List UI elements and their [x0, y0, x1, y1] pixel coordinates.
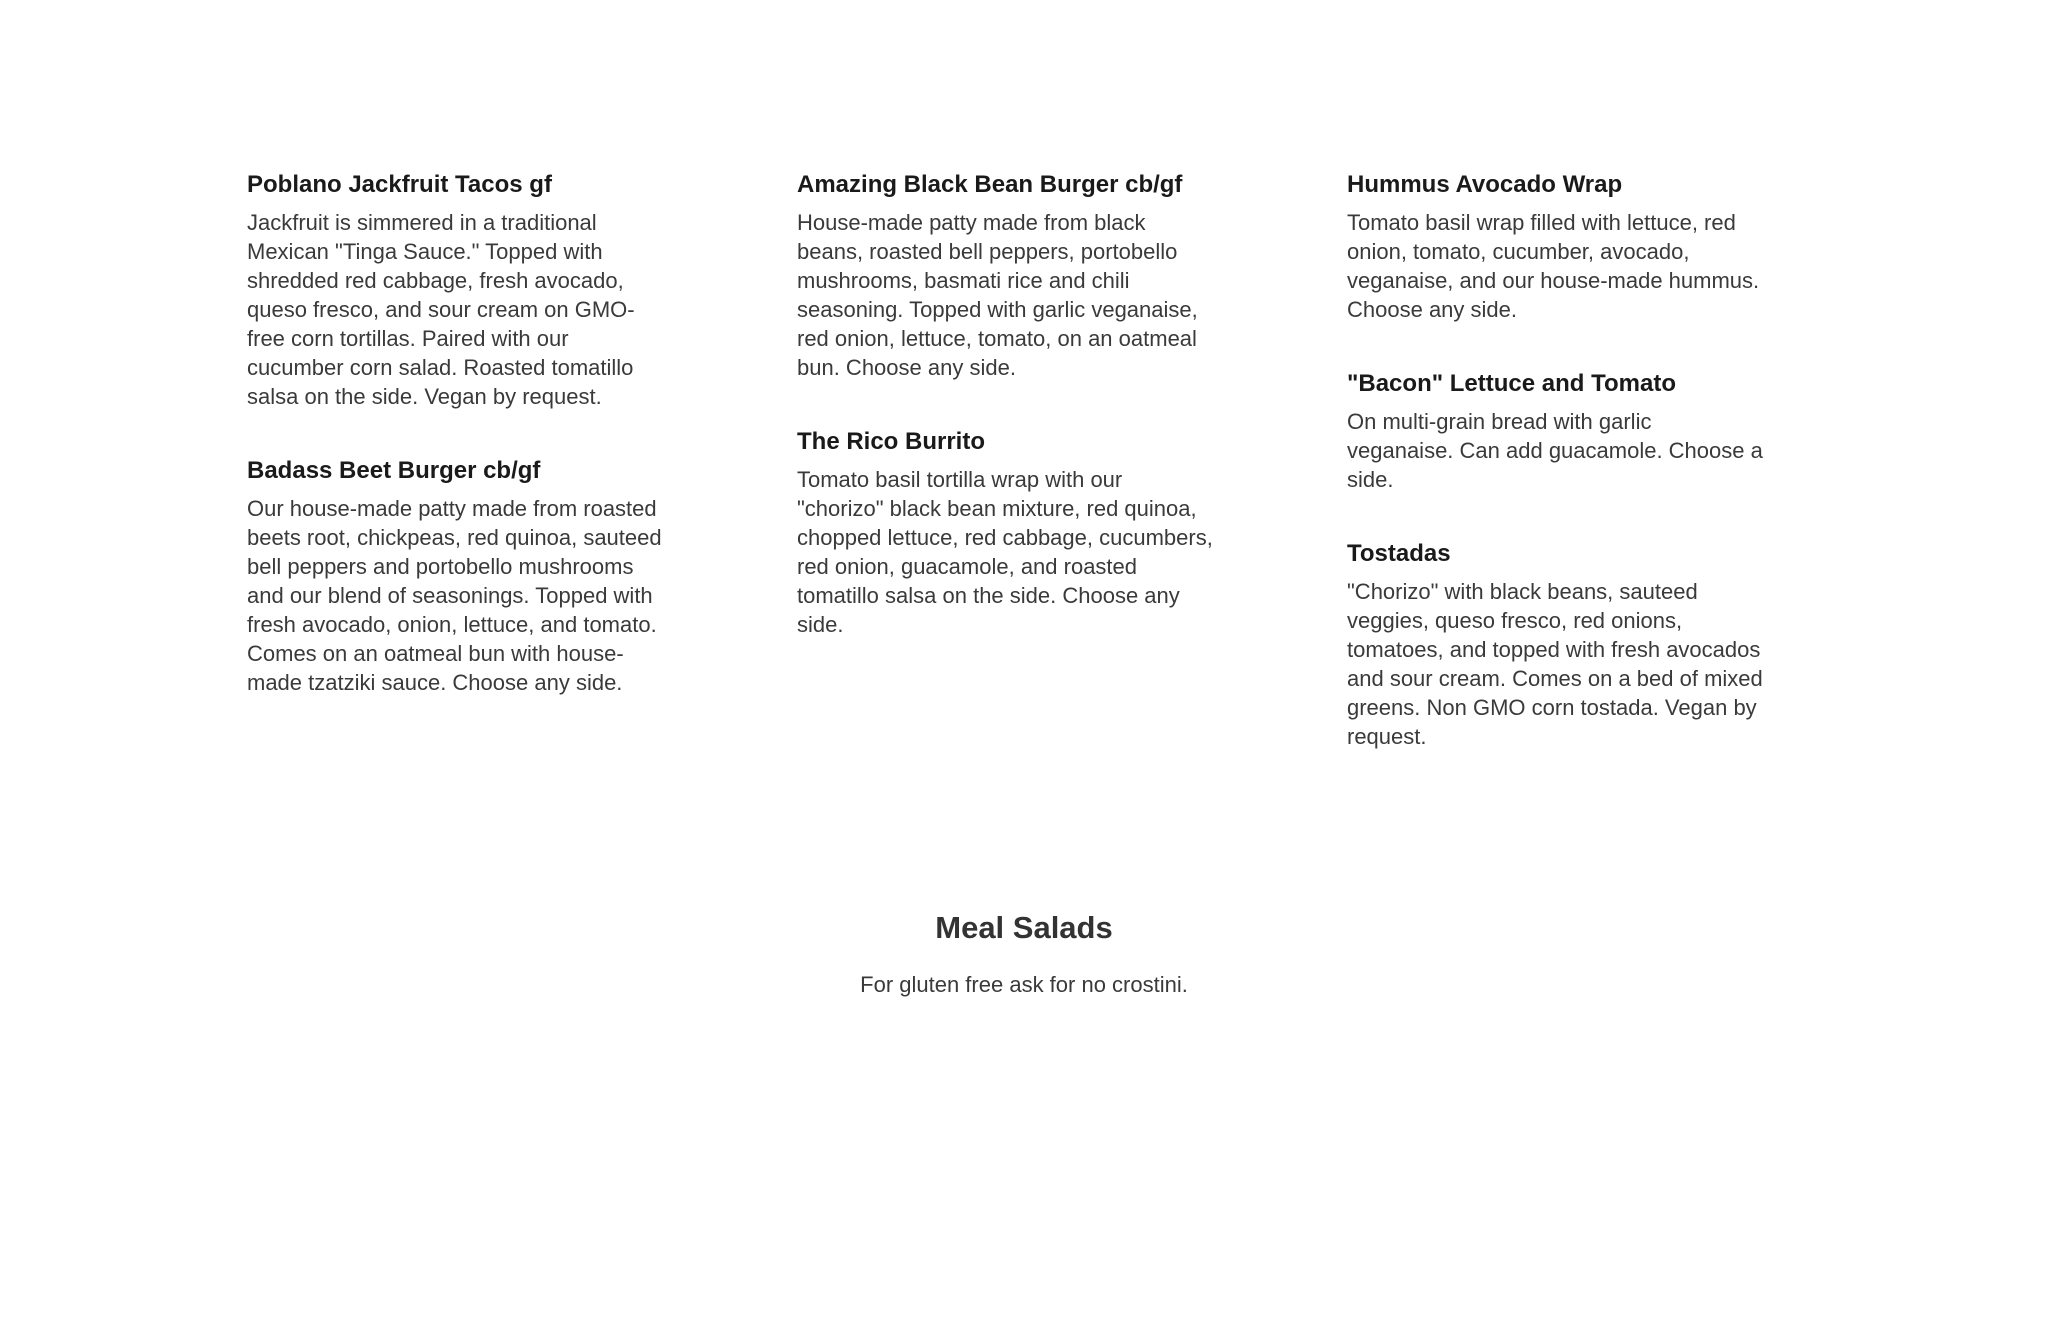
menu-item-description: Jackfruit is simmered in a traditional Mexican "Tinga Sauce." Topped with shredded red cabbage, fresh avocado, queso fresco, and sour cream on GMO-free corn tortillas. Paired with our cucumber corn salad. Roasted tomatillo salsa on the side. Vegan by request.: [247, 210, 635, 409]
menu-item-hummus-avocado-wrap: [1347, 170, 1763, 324]
menu-item-name: Poblano Jackfruit Tacos gf: [247, 171, 552, 198]
menu-item-black-bean-burger: [797, 170, 1213, 382]
menu-column-1: [247, 170, 663, 796]
menu-item-badass-beet-burger: [247, 456, 663, 697]
menu-item-name: The Rico Burrito: [797, 428, 986, 455]
menu-item-name: Badass Beet Burger cb/gf: [247, 457, 541, 484]
menu-item-name: "Bacon" Lettuce and Tomato: [1347, 370, 1677, 397]
menu-item-bacon-lettuce-tomato: [1347, 369, 1763, 494]
menu-column-2: [797, 170, 1213, 796]
menu-item-description: Our house-made patty made from roasted beets root, chickpeas, red quinoa, sauteed bell peppers and portobello mushrooms and our blend of seasonings. Topped with fresh avocado, onion, lettuce, and tomato. Comes on an oatmeal bun with house-made tzatziki sauce. Choose any side.: [247, 496, 662, 695]
section-note: For gluten free ask for no crostini.: [860, 972, 1188, 997]
menu-item-name: Hummus Avocado Wrap: [1347, 171, 1623, 198]
menu-item-description: "Chorizo" with black beans, sauteed veggies, queso fresco, red onions, tomatoes, and topped with fresh avocados and sour cream. Comes on a bed of mixed greens. Non GMO corn tostada. Vegan by request.: [1347, 579, 1763, 749]
menu-item-poblano-jackfruit-tacos: [247, 170, 663, 411]
section-title: Meal Salads: [935, 910, 1113, 945]
menu-grid: [247, 170, 1763, 796]
menu-item-description: On multi-grain bread with garlic veganaise. Can add guacamole. Choose a side.: [1347, 409, 1763, 492]
meal-salads-section: [0, 908, 2048, 999]
menu-item-tostadas: [1347, 539, 1763, 751]
menu-item-name: Amazing Black Bean Burger cb/gf: [797, 171, 1183, 198]
menu-column-3: [1347, 170, 1763, 796]
menu-item-description: Tomato basil tortilla wrap with our "chorizo" black bean mixture, red quinoa, chopped lettuce, red cabbage, cucumbers, red onion, guacamole, and roasted tomatillo salsa on the side. Choose any side.: [797, 467, 1213, 637]
menu-item-description: House-made patty made from black beans, roasted bell peppers, portobello mushrooms, basmati rice and chili seasoning. Topped with garlic veganaise, red onion, lettuce, tomato, on an oatmeal bun. Choose any side.: [797, 210, 1198, 380]
menu-item-rico-burrito: [797, 427, 1213, 639]
menu-item-name: Tostadas: [1347, 540, 1451, 567]
menu-item-description: Tomato basil wrap filled with lettuce, red onion, tomato, cucumber, avocado, veganaise, and our house-made hummus. Choose any side.: [1347, 210, 1760, 322]
